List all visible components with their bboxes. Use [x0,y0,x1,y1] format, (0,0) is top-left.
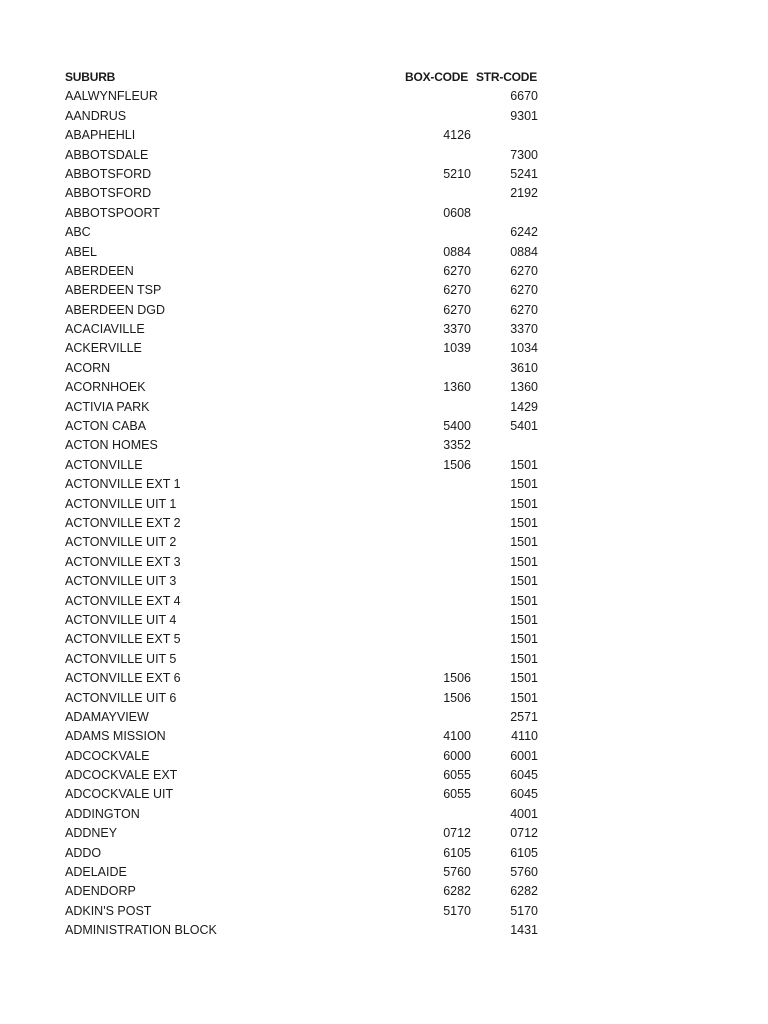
str-code-cell: 1501 [510,612,538,627]
table-row [65,689,545,708]
suburb-cell: ACTONVILLE UIT 6 [65,690,177,705]
suburb-cell: ACTIVIA PARK [65,399,150,414]
str-code-cell: 1501 [510,457,538,472]
suburb-cell: ABBOTSPOORT [65,205,160,220]
table-row [65,184,545,203]
table-row [65,882,545,901]
str-code-cell: 1501 [510,535,538,550]
table-row [65,126,545,145]
table-row [65,669,545,688]
suburb-cell: ACTONVILLE UIT 3 [65,574,177,589]
box-code-cell: 5170 [443,903,471,918]
table-row [65,611,545,630]
box-code-cell: 6270 [443,263,471,278]
table-row [65,708,545,727]
table-row [65,863,545,882]
table-row [65,281,545,300]
suburb-cell: ADCOCKVALE UIT [65,787,174,802]
table-row [65,436,545,455]
str-code-cell: 1501 [510,554,538,569]
str-code-cell: 6270 [510,283,538,298]
suburb-cell: ACTONVILLE UIT 5 [65,651,177,666]
suburb-cell: ACACIAVILLE [65,322,145,337]
box-code-cell: 0712 [443,826,471,841]
suburb-cell: ACTONVILLE EXT 2 [65,515,181,530]
box-code-cell: 6055 [443,787,471,802]
str-code-cell: 6001 [510,748,538,763]
box-code-cell: 1360 [443,380,471,395]
table-row [65,339,545,358]
suburb-cell: ADAMAYVIEW [65,709,149,724]
header-box-code: BOX-CODE [405,70,469,84]
table-row [65,456,545,475]
str-code-cell: 6045 [510,787,538,802]
suburb-cell: ACKERVILLE [65,341,142,356]
table-row [65,359,545,378]
table-row [65,243,545,262]
box-code-cell: 6105 [443,845,471,860]
box-code-cell: 6282 [443,884,471,899]
str-code-cell: 1501 [510,651,538,666]
box-code-cell: 1506 [443,457,471,472]
table-row [65,766,545,785]
table-row [65,262,545,281]
table-row [65,378,545,397]
table-row [65,87,545,106]
table-row [65,572,545,591]
suburb-cell: ABC [65,225,91,240]
str-code-cell: 9301 [510,108,538,123]
table-row [65,630,545,649]
str-code-cell: 6105 [510,845,538,860]
box-code-cell: 5760 [443,865,471,880]
suburb-cell: ADKIN'S POST [65,903,152,918]
table-row [65,475,545,494]
box-code-cell: 3352 [443,438,471,453]
box-code-cell: 0608 [443,205,471,220]
str-code-cell: 3370 [510,322,538,337]
table-row [65,902,545,921]
table-row [65,398,545,417]
table-row [65,223,545,242]
suburb-cell: ACTONVILLE UIT 1 [65,496,177,511]
suburb-cell: ABBOTSFORD [65,166,152,181]
suburb-cell: ACTONVILLE UIT 2 [65,535,177,550]
table-row [65,921,545,940]
str-code-cell: 1034 [510,341,538,356]
suburb-cell: ACTONVILLE EXT 4 [65,593,181,608]
str-code-cell: 1360 [510,380,538,395]
str-code-cell: 6282 [510,884,538,899]
table-row [65,495,545,514]
suburb-cell: ABBOTSFORD [65,186,152,201]
table-row [65,844,545,863]
box-code-cell: 5400 [443,419,471,434]
table-row [65,650,545,669]
str-code-cell: 4001 [510,806,538,821]
box-code-cell: 0884 [443,244,471,259]
suburb-cell: ABERDEEN TSP [65,283,162,298]
table-row [65,320,545,339]
suburb-cell: ADMINISTRATION BLOCK [65,923,217,938]
table-row [65,553,545,572]
suburb-cell: ABEL [65,244,97,259]
suburb-cell: ACTONVILLE EXT 1 [65,477,181,492]
table-body [65,87,545,940]
str-code-cell: 5170 [510,903,538,918]
str-code-cell: 7300 [510,147,538,162]
suburb-cell: AALWYNFLEUR [65,89,158,104]
str-code-cell: 6045 [510,768,538,783]
suburb-cell: ADENDORP [65,884,136,899]
table-row [65,805,545,824]
suburb-cell: ACTONVILLE UIT 4 [65,612,177,627]
box-code-cell: 3370 [443,322,471,337]
box-code-cell: 6270 [443,302,471,317]
table-row [65,727,545,746]
table-row [65,747,545,766]
str-code-cell: 1501 [510,690,538,705]
suburb-cell: ACTONVILLE EXT 3 [65,554,181,569]
str-code-cell: 1429 [510,399,538,414]
postal-code-table [65,68,545,941]
box-code-cell: 6270 [443,283,471,298]
table-row [65,107,545,126]
str-code-cell: 5760 [510,865,538,880]
str-code-cell: 1501 [510,515,538,530]
table-row [65,592,545,611]
suburb-cell: AANDRUS [65,108,127,123]
suburb-cell: ADAMS MISSION [65,729,166,744]
suburb-cell: ACORNHOEK [65,380,146,395]
str-code-cell: 1501 [510,593,538,608]
box-code-cell: 1506 [443,671,471,686]
table-row [65,785,545,804]
table-row [65,533,545,552]
table-row [65,146,545,165]
str-code-cell: 6270 [510,263,538,278]
table-row [65,204,545,223]
header-str-code: STR-CODE [476,70,538,84]
box-code-cell: 1506 [443,690,471,705]
suburb-cell: ADDNEY [65,826,118,841]
box-code-cell: 4100 [443,729,471,744]
suburb-cell: ACTONVILLE EXT 6 [65,671,181,686]
str-code-cell: 0884 [510,244,538,259]
suburb-cell: ACTONVILLE EXT 5 [65,632,181,647]
str-code-cell: 1501 [510,477,538,492]
suburb-cell: ADELAIDE [65,865,127,880]
str-code-cell: 0712 [510,826,538,841]
str-code-cell: 1501 [510,496,538,511]
box-code-cell: 4126 [443,128,471,143]
box-code-cell: 1039 [443,341,471,356]
box-code-cell: 6055 [443,768,471,783]
str-code-cell: 1431 [510,923,538,938]
table-row [65,514,545,533]
str-code-cell: 1501 [510,671,538,686]
box-code-cell: 6000 [443,748,471,763]
suburb-cell: ABBOTSDALE [65,147,149,162]
str-code-cell: 2571 [510,709,538,724]
suburb-cell: ACTONVILLE [65,457,143,472]
header-suburb: SUBURB [65,70,116,84]
str-code-cell: 2192 [510,186,538,201]
table-row [65,165,545,184]
suburb-cell: ADDINGTON [65,806,140,821]
suburb-cell: ADCOCKVALE EXT [65,768,178,783]
suburb-cell: ACTON CABA [65,419,147,434]
str-code-cell: 6270 [510,302,538,317]
str-code-cell: 6242 [510,225,538,240]
table-row [65,824,545,843]
suburb-cell: ADDO [65,845,102,860]
table-row [65,417,545,436]
table-header-row [65,68,545,87]
suburb-cell: ABERDEEN DGD [65,302,166,317]
suburb-cell: ACORN [65,360,111,375]
str-code-cell: 1501 [510,632,538,647]
box-code-cell: 5210 [443,166,471,181]
str-code-cell: 5241 [510,166,538,181]
suburb-cell: ABAPHEHLI [65,128,136,143]
table-row [65,301,545,320]
str-code-cell: 6670 [510,89,538,104]
str-code-cell: 5401 [510,419,538,434]
str-code-cell: 1501 [510,574,538,589]
str-code-cell: 4110 [511,729,538,744]
str-code-cell: 3610 [510,360,538,375]
suburb-cell: ADCOCKVALE [65,748,150,763]
suburb-cell: ACTON HOMES [65,438,158,453]
suburb-cell: ABERDEEN [65,263,134,278]
